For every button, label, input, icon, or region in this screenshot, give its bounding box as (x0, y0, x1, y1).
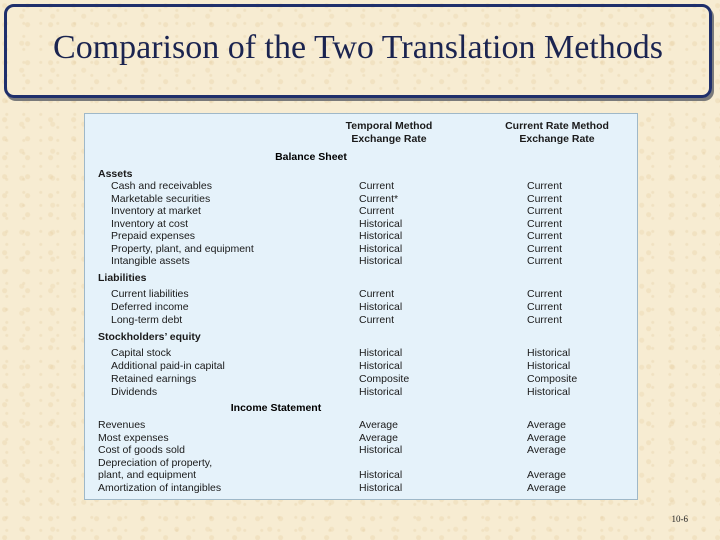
equity-heading: Stockholders’ equity (98, 331, 201, 343)
table-row (85, 469, 637, 481)
temporal-rate: Average (359, 431, 398, 444)
table-row (85, 230, 637, 242)
table-row (85, 373, 637, 385)
table-row (85, 482, 637, 494)
liabilities-heading: Liabilities (98, 272, 147, 284)
row-label: Most expenses (98, 431, 169, 444)
current-rate: Current (527, 288, 563, 300)
assets-heading: Assets (98, 168, 133, 180)
temporal-rate: Composite (359, 373, 410, 385)
table-row (85, 243, 637, 255)
row-label: Property, plant, and equipment (111, 242, 254, 255)
table-row (85, 205, 637, 217)
income-statement-heading: Income Statement (230, 402, 322, 414)
row-label: Inventory at cost (111, 217, 189, 230)
table-row (85, 432, 637, 444)
temporal-rate: Historical (359, 301, 403, 313)
current-rate: Current (527, 255, 563, 267)
row-label: plant, and equipment (98, 469, 197, 482)
current-rate: Historical (527, 360, 571, 372)
temporal-rate: Historical (359, 255, 403, 267)
row-label: Amortization of intangibles (98, 482, 222, 494)
current-rate: Composite (527, 373, 578, 385)
row-label: Capital stock (111, 347, 172, 359)
temporal-rate: Current* (359, 192, 399, 205)
table-row (85, 193, 637, 205)
comparison-table (84, 113, 638, 500)
temporal-rate: Historical (359, 482, 403, 494)
balance-sheet-heading: Balance Sheet (275, 151, 347, 163)
row-label: Dividends (111, 386, 158, 398)
row-label: Depreciation of property, (98, 456, 213, 469)
current-rate: Average (527, 482, 566, 494)
table-row (85, 314, 637, 326)
row-label: Deferred income (111, 301, 189, 313)
table-row (85, 218, 637, 230)
row-label: Revenues (98, 419, 146, 431)
table-row (85, 444, 637, 456)
current-rate: Current (527, 217, 563, 230)
table-row (85, 255, 637, 267)
temporal-rate: Current (359, 180, 395, 192)
current-rate: Average (527, 469, 566, 482)
temporal-rate: Historical (359, 230, 403, 242)
table-row (85, 347, 637, 359)
row-label: Long-term debt (111, 314, 183, 326)
table-row (85, 360, 637, 372)
current-rate: Current (527, 230, 563, 242)
table-row (85, 180, 637, 192)
table-row (85, 301, 637, 313)
temporal-rate: Average (359, 419, 398, 431)
current-rate: Average (527, 444, 566, 457)
temporal-rate: Current (359, 205, 395, 217)
row-label: Marketable securities (111, 192, 211, 205)
current-rate: Average (527, 431, 566, 444)
current-rate: Current (527, 301, 563, 313)
row-label: Cash and receivables (111, 180, 212, 192)
temporal-rate: Current (359, 314, 395, 326)
row-label: Inventory at market (111, 205, 201, 217)
current-rate: Current (527, 192, 563, 205)
row-label: Additional paid-in capital (111, 360, 225, 372)
temporal-header: Temporal Method Exchange Rate (345, 120, 433, 145)
current-rate: Current (527, 242, 563, 255)
slide-number: 10-6 (671, 514, 688, 524)
temporal-rate: Current (359, 288, 395, 300)
temporal-rate: Historical (359, 386, 403, 398)
current-rate: Current (527, 314, 563, 326)
temporal-rate: Historical (359, 242, 403, 255)
row-label: Cost of goods sold (98, 444, 185, 457)
table-row (85, 288, 637, 300)
current-rate: Average (527, 419, 566, 431)
current-rate: Current (527, 205, 563, 217)
table-row (85, 386, 637, 398)
slide-title: Comparison of the Two Translation Methods (53, 29, 663, 66)
row-label: Intangible assets (111, 255, 190, 267)
current-rate: Current (527, 180, 563, 192)
temporal-rate: Historical (359, 347, 403, 359)
row-label: Retained earnings (111, 373, 197, 385)
row-label: Prepaid expenses (111, 230, 196, 242)
row-label: Current liabilities (111, 288, 189, 300)
temporal-rate: Historical (359, 217, 403, 230)
temporal-rate: Historical (359, 469, 403, 482)
title-box (4, 4, 712, 98)
temporal-rate: Historical (359, 360, 403, 372)
temporal-rate: Historical (359, 444, 403, 457)
current-rate: Historical (527, 386, 571, 398)
current-rate: Historical (527, 347, 571, 359)
table-row (85, 419, 637, 431)
current-rate-header: Current Rate Method Exchange Rate (505, 120, 609, 145)
table-row (85, 457, 637, 469)
